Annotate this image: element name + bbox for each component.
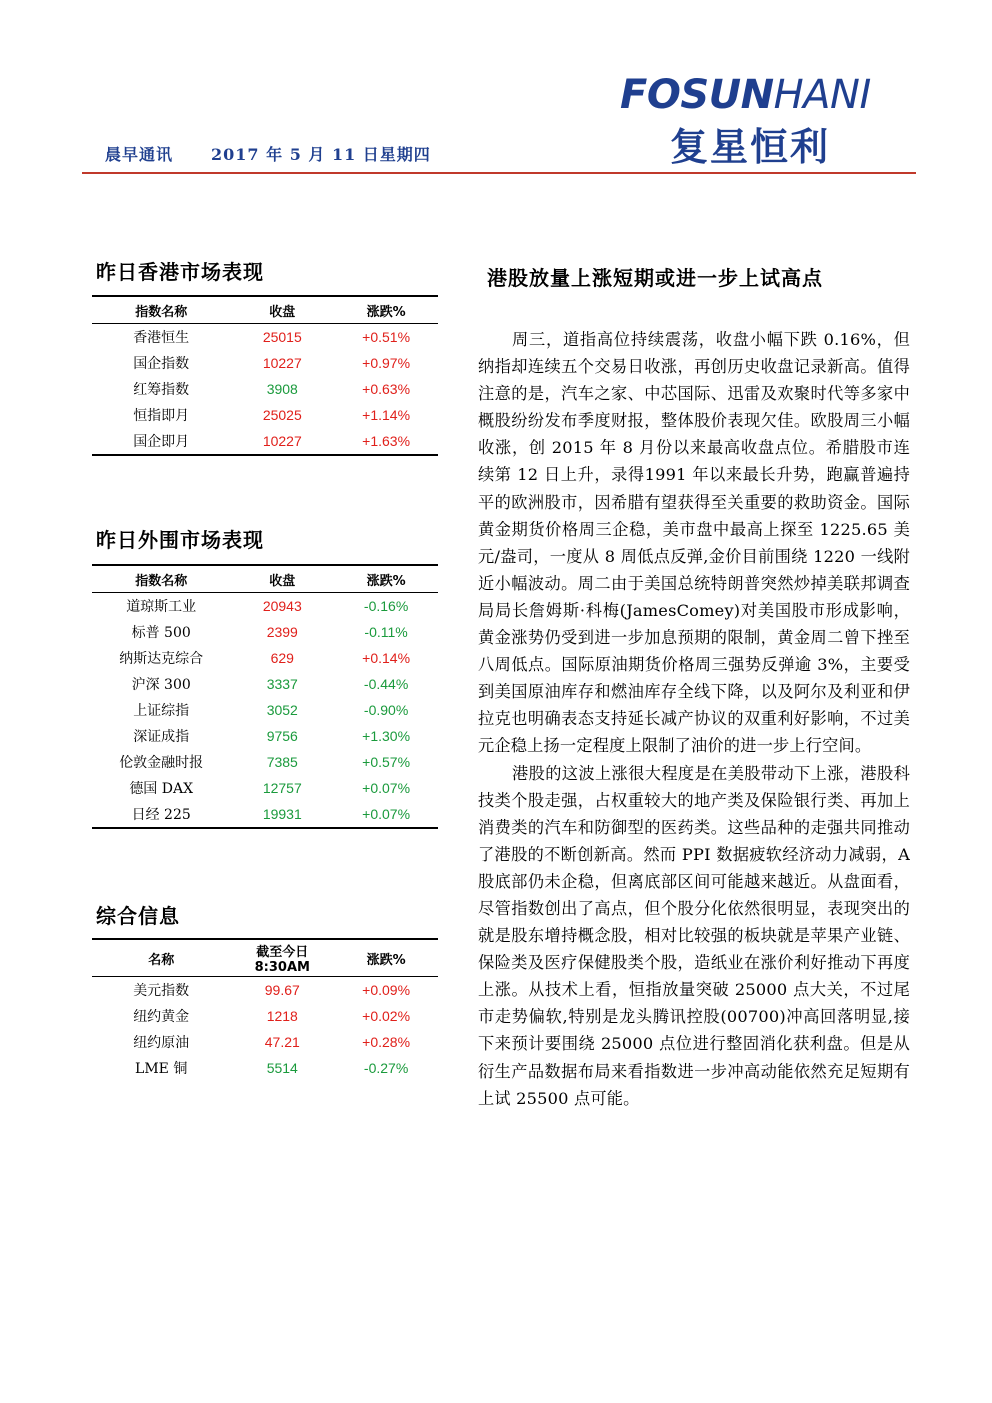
index-change: -0.90% — [363, 702, 409, 718]
item-change: +0.09% — [362, 982, 411, 998]
index-change: +0.51% — [362, 329, 411, 345]
index-close: 7385 — [266, 754, 298, 770]
article-title: 港股放量上涨短期或进一步上试高点 — [487, 266, 823, 290]
column-header: 指数名称 — [92, 565, 230, 593]
column-header: 涨跌% — [334, 939, 438, 977]
index-name: 道琼斯工业 — [126, 599, 197, 615]
report-date: 2017 年 5 月 11 日星期四 — [211, 145, 431, 164]
table-row — [92, 723, 438, 749]
table-row — [92, 775, 438, 801]
index-close: 3337 — [266, 676, 298, 692]
index-close: 25025 — [262, 407, 302, 423]
hk-market-table — [92, 295, 438, 456]
table-row — [92, 749, 438, 775]
table-header-row — [92, 565, 438, 593]
global-market-table — [92, 564, 438, 829]
index-name: 深证成指 — [133, 729, 190, 745]
index-name: 红筹指数 — [133, 382, 190, 398]
column-header: 收盘 — [230, 565, 334, 593]
table-row — [92, 593, 438, 620]
index-change: +1.30% — [362, 728, 411, 744]
item-name: 纽约原油 — [133, 1035, 190, 1051]
index-close: 19931 — [230, 801, 334, 828]
index-name: 国企即月 — [92, 428, 230, 455]
index-name: 德国 DAX — [129, 781, 194, 797]
index-name: 日经 225 — [92, 801, 230, 828]
item-change: -0.27% — [363, 1060, 409, 1076]
column-header: 截至今日 8:30AM — [230, 939, 334, 977]
logo-chinese: 复星恒利 — [670, 125, 831, 169]
index-change: -0.11% — [364, 624, 408, 640]
global-section-title: 昨日外围市场表现 — [96, 528, 264, 552]
index-name: 沪深 300 — [131, 677, 191, 693]
table-row — [92, 977, 438, 1004]
index-close: 629 — [270, 650, 294, 666]
report-name: 晨早通讯 — [105, 145, 174, 164]
table-row — [92, 376, 438, 402]
table-row — [92, 428, 438, 455]
column-header: 指数名称 — [92, 296, 230, 324]
index-close: 10227 — [262, 355, 302, 371]
index-close: 3908 — [266, 381, 298, 397]
index-change: +1.63% — [334, 428, 438, 455]
table-row — [92, 671, 438, 697]
index-close: 12757 — [262, 780, 302, 796]
index-change: +1.14% — [362, 407, 411, 423]
header-divider — [82, 172, 916, 174]
table-row — [92, 1055, 438, 1081]
table-row — [92, 697, 438, 723]
article-body — [478, 326, 910, 1112]
table-row — [92, 402, 438, 428]
hk-section-title: 昨日香港市场表现 — [96, 260, 264, 284]
company-logo — [620, 72, 912, 169]
item-name: 纽约黄金 — [133, 1009, 190, 1025]
index-change: +0.07% — [334, 801, 438, 828]
item-value: 1218 — [266, 1008, 298, 1024]
logo-english: FOSUNHANI — [620, 72, 871, 118]
item-name: 美元指数 — [133, 983, 190, 999]
article-paragraph: 周三，道指高位持续震荡，收盘小幅下跌 0.16%，但纳指却连续五个交易日收涨，再创历史收盘记录新高。值得注意的是，汽车之家、中芯国际、迅雷及欢聚时代等多家中概股纷纷发布季度财报，整体股价表现欠佳。欧股周三小幅收涨，创 2015 年 8 月份以来最高收盘点位。希腊股市连续第 12 日上升，录得1991 年以来最长升势，跑赢普遍持平的欧洲股市，因希腊有望获得至关重要的救助资金。国际黄金期货价格周三企稳，美市盘中最高上探至 1225.65 美元/盎司，一度从 8 周低点反弹,金价目前围绕 1220 一线附近小幅波动。周二由于美国总统特朗普突然炒掉美联邦调查局局长詹姆斯·科梅(JamesComey)对美国股市形成影响，黄金涨势仍受到进一步加息预期的限制，黄金周二曾下挫至八周低点。国际原油期货价格周三强势反弹逾 3%，主要受到美国原油库存和燃油库存全线下降，以及阿尔及利亚和伊拉克也明确表态支持延长减产协议的双重利好影响，不过美元企稳上扬一定程度上限制了油价的进一步上行空间。 — [478, 330, 910, 756]
index-close: 3052 — [266, 702, 298, 718]
table-header-row — [92, 939, 438, 977]
column-header: 涨跌% — [334, 565, 438, 593]
table-row — [92, 1003, 438, 1029]
table-row — [92, 619, 438, 645]
table-row — [92, 324, 438, 351]
column-header: 涨跌% — [334, 296, 438, 324]
index-change: +0.63% — [362, 381, 411, 397]
index-close: 25015 — [262, 329, 302, 345]
article-paragraph: 港股的这波上涨很大程度是在美股带动下上涨，港股科技类个股走强，占权重较大的地产类及保险银行类、再加上消费类的汽车和防御型的医药类。这些品种的走强共同推动了港股的不断创新高。然而 PPI 数据疲软经济动力减弱，A 股底部仍未企稳，但离底部区间可能越来越近。从盘面看，尽管指数创出了高点，但个股分化依然很明显，表现突出的就是股东增持概念股，相对比较强的板块就是苹果产业链、保险类及医疗保健股类个股，造纸业在涨价利好推动下再度上涨。从技术上看，恒指放量突破 25000 点大关，不过尾市走势偏软,特别是龙头腾讯控股(00700)冲高回落明显,接下来预计要围绕 25000 点位进行整固消化获利盘。但是从衍生产品数据布局来看指数进一步冲高动能依然充足短期有上试 25500 点可能。 — [478, 763, 910, 1108]
column-header: 收盘 — [230, 296, 334, 324]
index-name: 纳斯达克综合 — [119, 651, 204, 667]
index-name: 恒指即月 — [133, 408, 190, 424]
index-name: 上证综指 — [133, 703, 190, 719]
item-name: LME 铜 — [135, 1061, 188, 1077]
item-value: 99.67 — [264, 982, 300, 998]
info-table — [92, 938, 438, 1081]
column-header: 名称 — [92, 939, 230, 977]
index-change: +0.14% — [362, 650, 411, 666]
info-section-title: 综合信息 — [96, 904, 180, 928]
index-change: +0.07% — [362, 780, 411, 796]
table-row — [92, 1029, 438, 1055]
table-header-row — [92, 296, 438, 324]
index-change: +0.57% — [362, 754, 411, 770]
index-change: -0.44% — [363, 676, 409, 692]
item-value: 47.21 — [264, 1034, 300, 1050]
item-value: 5514 — [266, 1060, 298, 1076]
table-row — [92, 801, 438, 828]
index-close: 20943 — [262, 598, 302, 614]
item-change: +0.02% — [362, 1008, 411, 1024]
index-close: 10227 — [230, 428, 334, 455]
index-change: -0.16% — [363, 598, 409, 614]
index-name: 伦敦金融时报 — [119, 755, 204, 771]
index-name: 标普 500 — [131, 625, 191, 641]
table-row — [92, 645, 438, 671]
index-close: 2399 — [266, 624, 298, 640]
index-name: 国企指数 — [133, 356, 190, 372]
table-row — [92, 350, 438, 376]
index-change: +0.97% — [362, 355, 411, 371]
report-header-title — [105, 142, 431, 165]
index-name: 香港恒生 — [133, 330, 190, 346]
index-close: 9756 — [266, 728, 298, 744]
item-change: +0.28% — [362, 1034, 411, 1050]
